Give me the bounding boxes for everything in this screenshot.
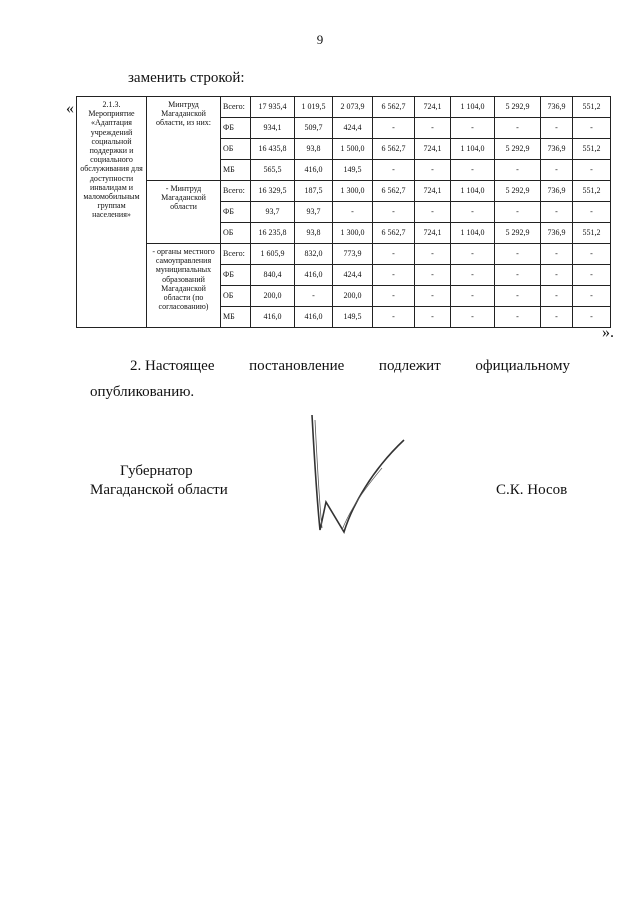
amount-cell: - <box>541 286 573 307</box>
amount-cell: - <box>495 244 541 265</box>
amount-cell: - <box>451 118 495 139</box>
amount-cell: 934,1 <box>251 118 295 139</box>
amount-cell: 1 104,0 <box>451 223 495 244</box>
amount-cell: - <box>495 265 541 286</box>
amount-cell: 5 292,9 <box>495 223 541 244</box>
signature-image <box>292 410 412 540</box>
amount-cell: - <box>541 160 573 181</box>
amount-cell: 200,0 <box>333 286 373 307</box>
amount-cell: - <box>373 265 415 286</box>
amount-cell: - <box>495 307 541 328</box>
amount-cell: 16 235,8 <box>251 223 295 244</box>
amount-cell: 840,4 <box>251 265 295 286</box>
amount-cell: 93,8 <box>295 139 333 160</box>
amount-cell: 1 104,0 <box>451 181 495 202</box>
funding-source-cell: ФБ <box>221 202 251 223</box>
amount-cell: 5 292,9 <box>495 181 541 202</box>
amount-cell: 736,9 <box>541 139 573 160</box>
resolution-paragraph <box>90 358 570 375</box>
amount-cell: 551,2 <box>573 97 611 118</box>
funding-source-cell: ОБ <box>221 286 251 307</box>
measure-cell: 2.1.3. Мероприятие «Адаптация учреждений социальной поддержки и социального обслуживания для доступности инвалидам и маломобильным группам населения» <box>77 97 147 328</box>
amount-cell: 551,2 <box>573 181 611 202</box>
signatory-title <box>90 462 228 500</box>
table-row <box>77 244 611 265</box>
table-row <box>77 181 611 202</box>
amount-cell: - <box>373 307 415 328</box>
amount-cell: - <box>495 202 541 223</box>
budget-table <box>76 96 611 328</box>
amount-cell: 773,9 <box>333 244 373 265</box>
funding-source-cell: МБ <box>221 307 251 328</box>
amount-cell: 1 300,0 <box>333 223 373 244</box>
amount-cell: - <box>415 244 451 265</box>
amount-cell: - <box>373 286 415 307</box>
amount-cell: 509,7 <box>295 118 333 139</box>
amount-cell: 6 562,7 <box>373 223 415 244</box>
funding-source-cell: Всего: <box>221 97 251 118</box>
amount-cell: - <box>541 307 573 328</box>
amount-cell: 1 104,0 <box>451 139 495 160</box>
amount-cell: 187,5 <box>295 181 333 202</box>
amount-cell: 424,4 <box>333 118 373 139</box>
amount-cell: 149,5 <box>333 160 373 181</box>
paragraph-word: подлежит <box>378 358 441 374</box>
amount-cell: 1 605,9 <box>251 244 295 265</box>
signatory-name: С.К. Носов <box>496 482 568 498</box>
funding-source-cell: Всего: <box>221 244 251 265</box>
executor-cell: - органы местного самоуправления муниципальных образований Магаданской области (по согласованию) <box>147 244 221 328</box>
paragraph-word: 2. Настоящее <box>130 358 215 374</box>
amount-cell: 416,0 <box>295 160 333 181</box>
signatory-title-line: Магаданской области <box>90 481 228 498</box>
amount-cell: - <box>451 286 495 307</box>
amount-cell: - <box>373 202 415 223</box>
amount-cell: 1 104,0 <box>451 97 495 118</box>
amount-cell: - <box>451 160 495 181</box>
amount-cell: 6 562,7 <box>373 181 415 202</box>
amount-cell: 16 329,5 <box>251 181 295 202</box>
amount-cell: - <box>541 244 573 265</box>
amount-cell: 5 292,9 <box>495 139 541 160</box>
amount-cell: - <box>415 286 451 307</box>
amount-cell: - <box>451 244 495 265</box>
amount-cell: 736,9 <box>541 97 573 118</box>
amount-cell: - <box>451 265 495 286</box>
opening-quote: « <box>66 100 74 117</box>
resolution-paragraph-end: опубликованию. <box>90 384 195 400</box>
amount-cell: - <box>573 307 611 328</box>
funding-source-cell: ФБ <box>221 118 251 139</box>
funding-source-cell: ФБ <box>221 265 251 286</box>
amount-cell: - <box>541 202 573 223</box>
amount-cell: - <box>415 160 451 181</box>
amount-cell: - <box>373 118 415 139</box>
amount-cell: - <box>415 118 451 139</box>
amount-cell: 6 562,7 <box>373 97 415 118</box>
amount-cell: - <box>451 202 495 223</box>
amount-cell: 1 019,5 <box>295 97 333 118</box>
paragraph-word: официальному <box>475 358 570 374</box>
amount-cell: - <box>415 265 451 286</box>
amount-cell: 149,5 <box>333 307 373 328</box>
amount-cell: - <box>495 160 541 181</box>
amount-cell: - <box>295 286 333 307</box>
amount-cell: - <box>415 202 451 223</box>
amount-cell: 736,9 <box>541 223 573 244</box>
amount-cell: - <box>333 202 373 223</box>
amount-cell: - <box>573 160 611 181</box>
funding-source-cell: МБ <box>221 160 251 181</box>
funding-source-cell: ОБ <box>221 139 251 160</box>
table-row <box>77 97 611 118</box>
paragraph-word: постановление <box>249 358 345 374</box>
amount-cell: - <box>573 118 611 139</box>
amount-cell: 724,1 <box>415 223 451 244</box>
intro-text: заменить строкой: <box>128 70 245 86</box>
amount-cell: 832,0 <box>295 244 333 265</box>
amount-cell: - <box>541 118 573 139</box>
amount-cell: - <box>451 307 495 328</box>
amount-cell: 93,8 <box>295 223 333 244</box>
amount-cell: 6 562,7 <box>373 139 415 160</box>
amount-cell: - <box>415 307 451 328</box>
amount-cell: - <box>495 286 541 307</box>
amount-cell: 724,1 <box>415 97 451 118</box>
amount-cell: 551,2 <box>573 139 611 160</box>
executor-cell: Минтруд Магаданской области, из них: <box>147 97 221 181</box>
amount-cell: - <box>573 265 611 286</box>
amount-cell: 551,2 <box>573 223 611 244</box>
funding-source-cell: Всего: <box>221 181 251 202</box>
amount-cell: 93,7 <box>251 202 295 223</box>
amount-cell: 416,0 <box>251 307 295 328</box>
amount-cell: - <box>541 265 573 286</box>
closing-quote: ». <box>602 324 614 341</box>
amount-cell: 724,1 <box>415 139 451 160</box>
amount-cell: 1 300,0 <box>333 181 373 202</box>
amount-cell: 416,0 <box>295 307 333 328</box>
amount-cell: 17 935,4 <box>251 97 295 118</box>
amount-cell: 736,9 <box>541 181 573 202</box>
amount-cell: - <box>373 160 415 181</box>
amount-cell: 5 292,9 <box>495 97 541 118</box>
amount-cell: 424,4 <box>333 265 373 286</box>
amount-cell: 200,0 <box>251 286 295 307</box>
page-number: 9 <box>316 32 324 47</box>
amount-cell: - <box>573 286 611 307</box>
amount-cell: 724,1 <box>415 181 451 202</box>
amount-cell: 565,5 <box>251 160 295 181</box>
signatory-title-line: Губернатор <box>120 463 193 479</box>
amount-cell: 416,0 <box>295 265 333 286</box>
amount-cell: - <box>573 202 611 223</box>
amount-cell: - <box>573 244 611 265</box>
amount-cell: 93,7 <box>295 202 333 223</box>
amount-cell: - <box>495 118 541 139</box>
funding-source-cell: ОБ <box>221 223 251 244</box>
executor-cell: - Минтруд Магаданской области <box>147 181 221 244</box>
amount-cell: - <box>373 244 415 265</box>
amount-cell: 16 435,8 <box>251 139 295 160</box>
amount-cell: 2 073,9 <box>333 97 373 118</box>
amount-cell: 1 500,0 <box>333 139 373 160</box>
